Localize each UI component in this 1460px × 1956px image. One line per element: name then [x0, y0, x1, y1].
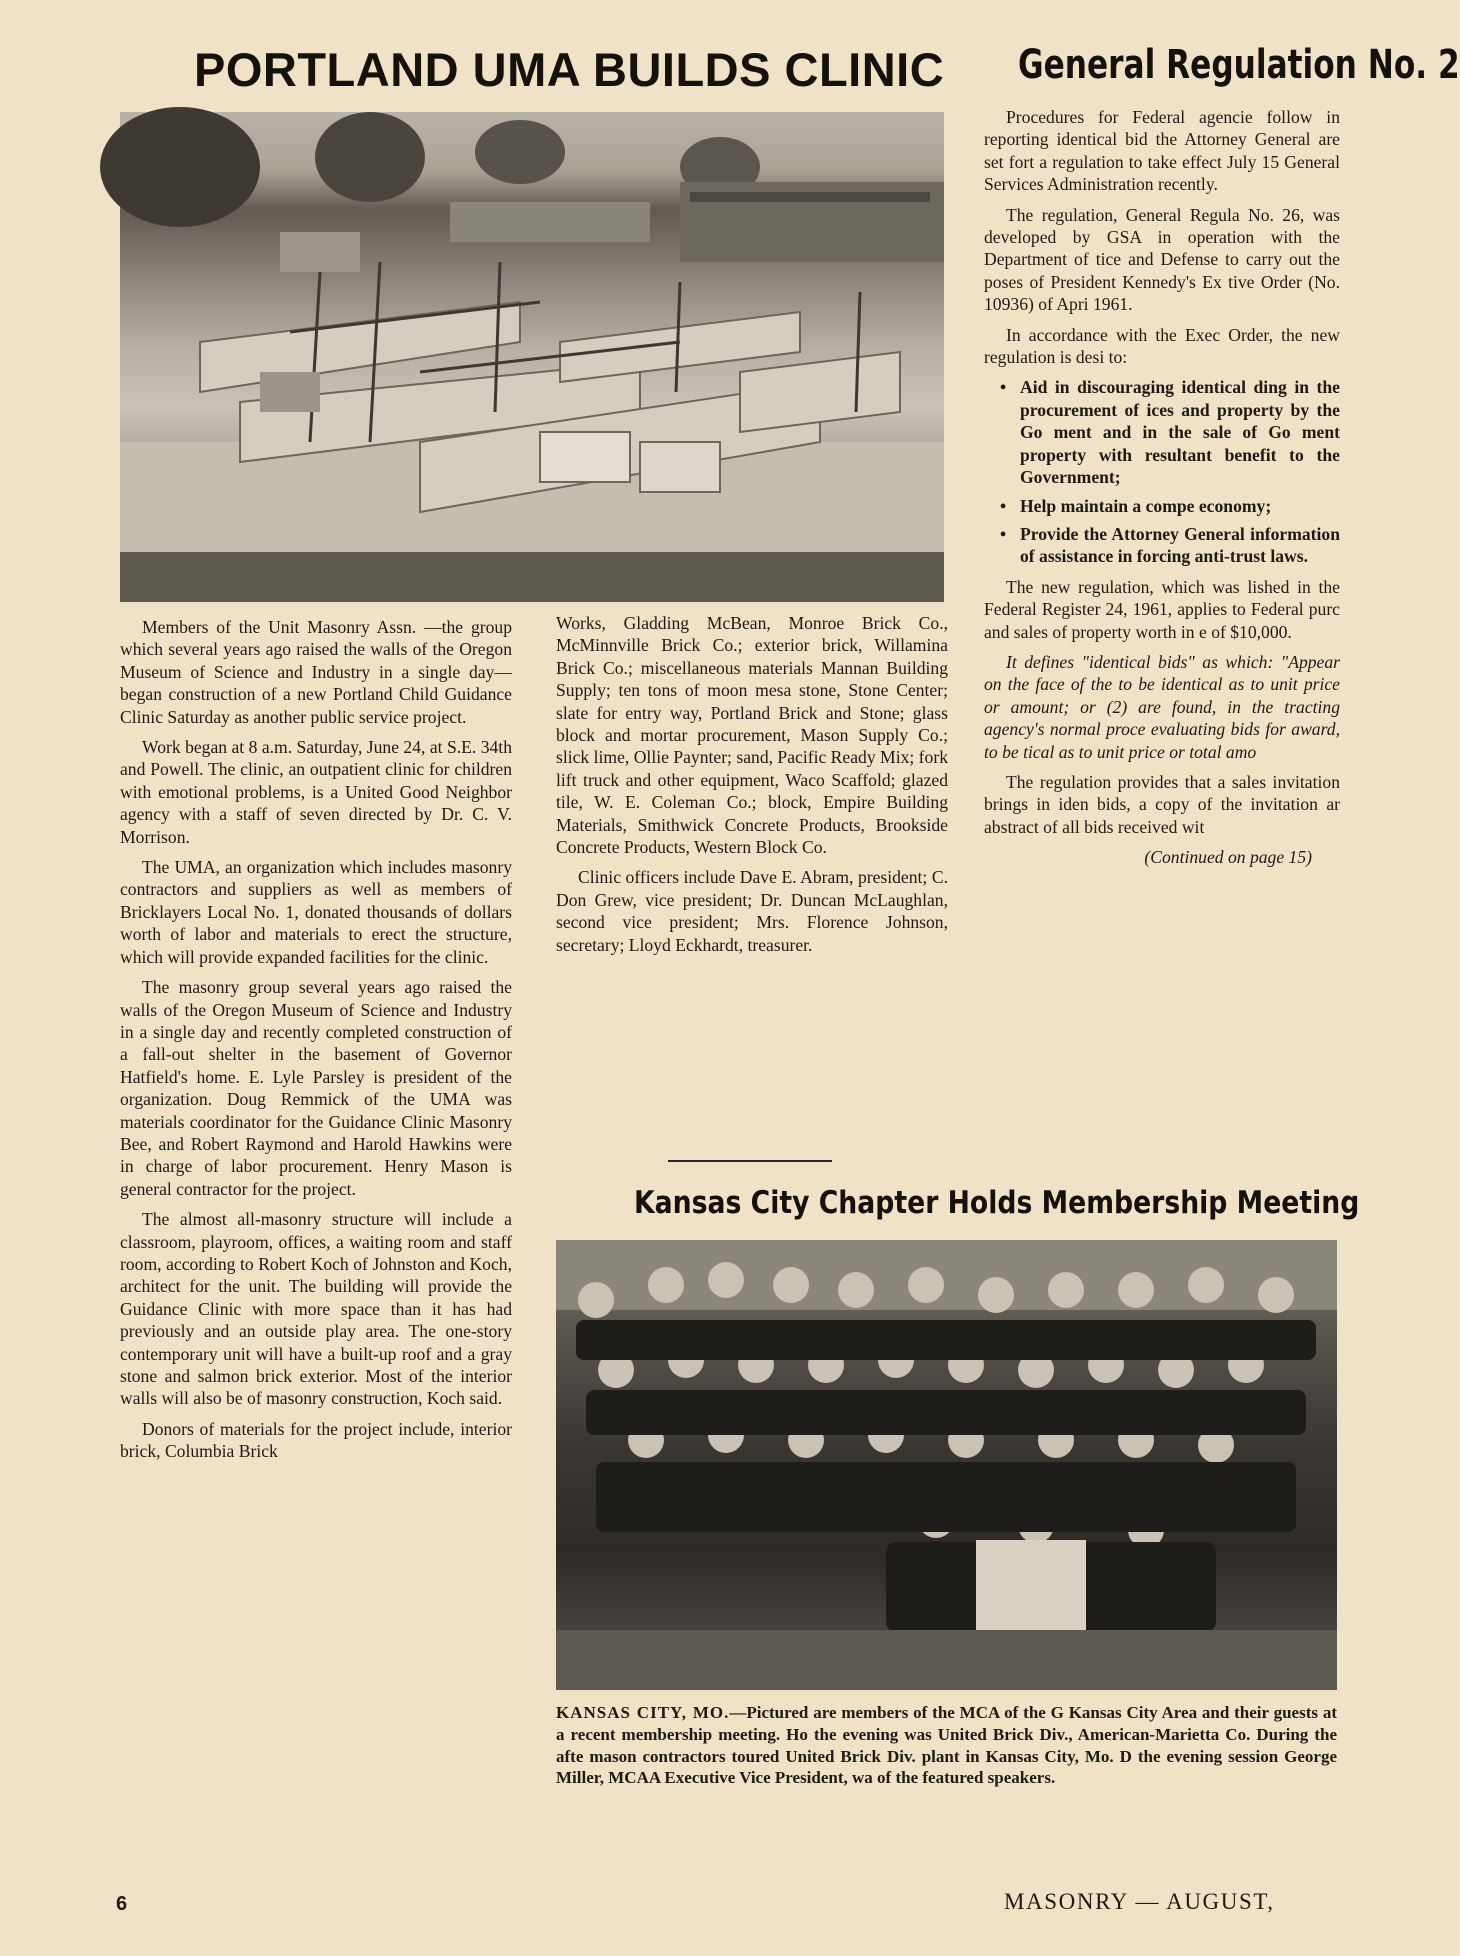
regulation-paragraph: Procedures for Federal agencie follow in reporting identical bid the Attorney General are set fort a regulation to take effect July 15 General Services Administration recently.: [984, 107, 1340, 195]
headline-general-regulation: General Regulation No. 2: [1018, 42, 1460, 88]
page-number: 6: [116, 1893, 128, 1915]
continued-note: (Continued on page 15): [1144, 847, 1312, 868]
article-paragraph: The UMA, an organization which includes masonry contractors and suppliers as well as members of Bricklayers Local No. 1, donated thousands of dollars worth of labor and materials to erect the structure, which will provide expanded facilities for the clinic.: [120, 857, 512, 967]
article-paragraph: Work began at 8 a.m. Saturday, June 24, at S.E. 34th and Powell. The clinic, an outpatient clinic for children with emotional problems, is a United Good Neighbor agency with a staff of seven directed by Dr. C. V. Morrison.: [120, 737, 512, 847]
article-paragraph: Members of the Unit Masonry Assn. —the group which several years ago raised the walls of the Oregon Museum of Science and Industry in a single day—began construction of a new Portland Child Guidance Clinic Saturday as another public service project.: [120, 617, 512, 727]
caption-text: —Pictured are members of the MCA of the G Kansas City Area and their guests at a recent membership meeting. Ho the evening was United Brick Div., American-Marietta Co. During the afte mason contractors toured United Brick Div. plant in Kansas City, Mo. D the evening session George Miller, MCAA Executive Vice President, wa of the featured speakers.: [556, 1703, 1337, 1788]
article-paragraph: The masonry group several years ago raised the walls of the Oregon Museum of Science and Industry in a single day and recently completed construction of a fall-out shelter in the basement of Governor Hatfield's home. E. Lyle Parsley is president of the organization. Doug Remmick of the UMA was materials coordinator for the Guidance Clinic Masonry Bee, and Robert Raymond and Harold Hawkins were in charge of labor procurement. Henry Mason is general contractor for the project.: [120, 977, 512, 1199]
construction-photo-illustration: [120, 112, 944, 602]
article-column-1: [120, 616, 512, 1471]
section-divider: [668, 1160, 832, 1162]
article-paragraph: Clinic officers include Dave E. Abram, president; C. Don Grew, vice president; Dr. Duncan McLaughlan, second vice president; Mrs. Florence Johnson, secretary; Lloyd Eckhardt, treasurer.: [556, 867, 948, 955]
group-photo: [556, 1240, 1337, 1690]
construction-photo: [120, 112, 944, 602]
regulation-paragraph: The regulation, General Regula No. 26, was developed by GSA in operation with the Department of tice and Defense to carry out the poses of President Kennedy's Ex tive Order (No. 10936) of Apri 1961.: [984, 204, 1340, 315]
regulation-bullet-list: [984, 376, 1340, 567]
regulation-paragraph: The new regulation, which was lished in the Federal Register 24, 1961, applies to Federal purc and sales of property worth in e of $10,000.: [984, 576, 1340, 642]
regulation-bullet: • Aid in discouraging identical ding in the procurement of ices and property by the Go ment and in the sale of Go ment property with resultant benefit to the Government;: [1020, 376, 1340, 488]
regulation-bullet: • Provide the Attorney General information of assistance in forcing anti-trust laws.: [1020, 523, 1340, 568]
article-column-2: [556, 612, 948, 964]
group-photo-illustration: [556, 1240, 1337, 1690]
group-photo-caption: [556, 1702, 1337, 1789]
regulation-paragraph: The regulation provides that a sales invitation brings in iden bids, a copy of the invitation ar abstract of all bids received wit: [984, 771, 1340, 837]
article-paragraph: Donors of materials for the project include, interior brick, Columbia Brick: [120, 1418, 512, 1462]
article-paragraph: Works, Gladding McBean, Monroe Brick Co., McMinnville Brick Co.; exterior brick, Willamina Brick Co.; miscellaneous materials Mannan Building Supply; ten tons of moon mesa stone, Stone Center; slate for entry way, Portland Brick and Stone; glass block and mortar procurement, Mason Supply Co.; slick lime, Ollie Paynter; sand, Pacific Ready Mix; fork lift truck and other equipment, Waco Scaffold; glazed tile, W. E. Coleman Co.; block, Empire Building Materials, Smithwick Concrete Products, Brookside Concrete Products, Western Block Co.: [556, 613, 948, 858]
regulation-paragraph-italic: It defines "identical bids" as which: "Appear on the face of the to be identical as to unit price or amount; or (2) are found, in the tracting agency's normal proce evaluating bids for award, to be tical as to unit price or total amo: [984, 651, 1340, 762]
headline-portland-clinic: PORTLAND UMA BUILDS CLINIC: [194, 43, 945, 96]
regulation-column: [984, 106, 1340, 877]
article-paragraph: The almost all-masonry structure will include a classroom, playroom, offices, a waiting room and staff room, according to Robert Koch of Johnston and Koch, architect for the unit. The building will provide the Guidance Clinic with more space than it has had previously and an outside play area. The one-story contemporary unit will have a built-up roof and a gray stone and salmon brick exterior. Most of the interior walls will also be of masonry construction, Koch said.: [120, 1209, 512, 1409]
regulation-paragraph: In accordance with the Exec Order, the new regulation is desi to:: [984, 324, 1340, 368]
caption-dateline: KANSAS CITY, MO.: [556, 1703, 730, 1722]
headline-kansas-city: Kansas City Chapter Holds Membership Meeting: [634, 1185, 1360, 1221]
regulation-bullet: • Help maintain a compe economy;: [1020, 495, 1340, 517]
footer-publication: MASONRY — AUGUST,: [1004, 1889, 1275, 1914]
